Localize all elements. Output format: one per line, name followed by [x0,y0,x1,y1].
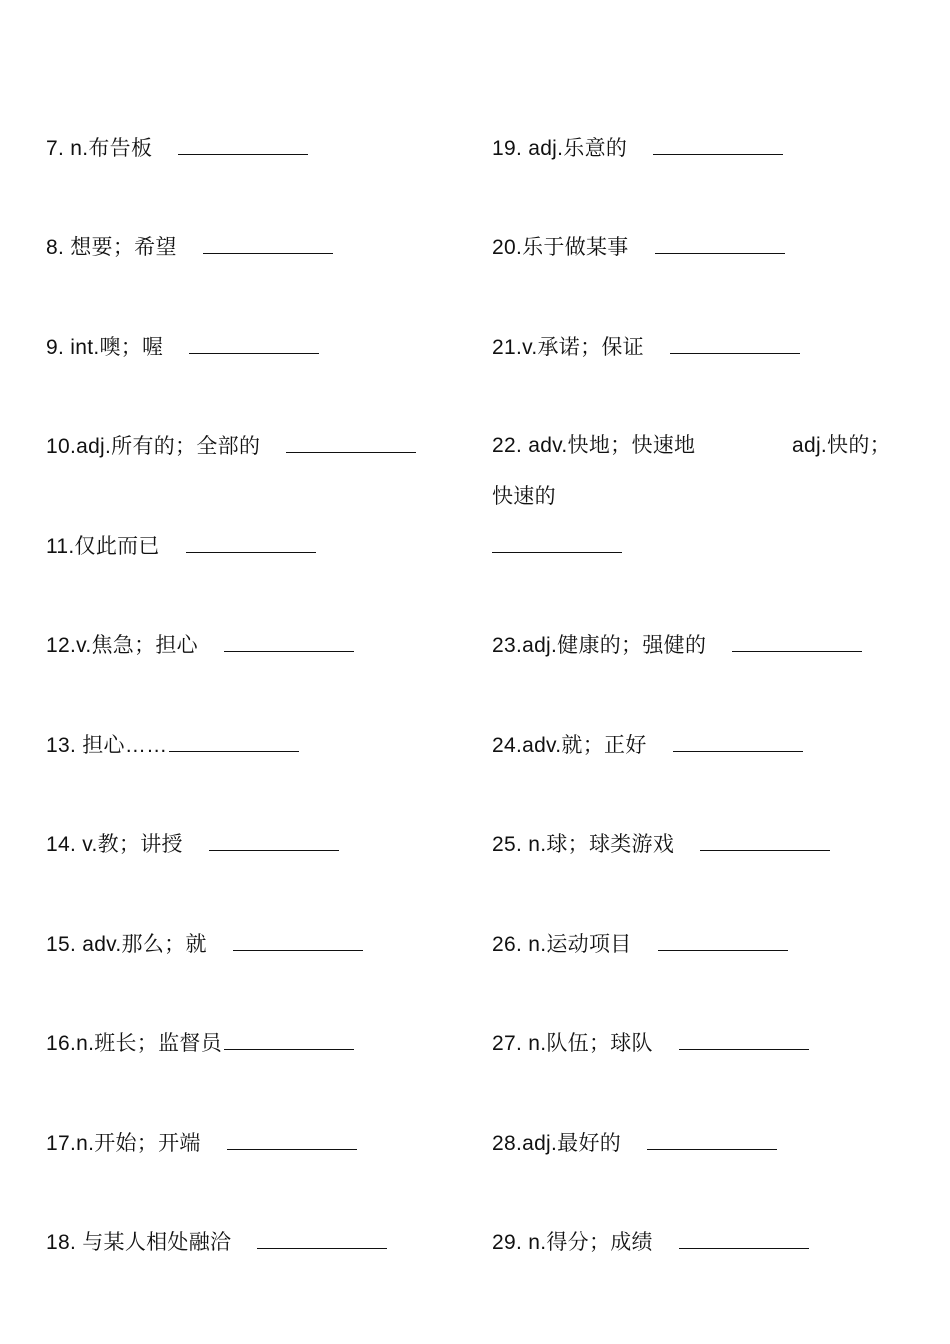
list-item [492,731,803,760]
answer-blank[interactable] [189,333,319,354]
answer-blank[interactable] [169,731,299,752]
list-item [492,432,695,460]
item-label-continuation: 快速的 [492,485,556,508]
answer-blank[interactable] [732,631,862,652]
item-label: 25. n.球；球类游戏 [492,833,675,856]
list-item [46,731,299,760]
answer-blank[interactable] [186,532,316,553]
list-item [492,631,862,660]
list-item [46,631,354,660]
answer-blank[interactable] [224,1029,354,1050]
answer-blank[interactable] [655,233,785,254]
item-label: 12.v.焦急；担心 [46,634,198,657]
answer-blank[interactable] [653,134,783,155]
answer-blank[interactable] [700,830,830,851]
list-item-extra [792,432,891,460]
answer-blank[interactable] [233,930,363,951]
answer-blank[interactable] [227,1129,357,1150]
answer-blank[interactable] [679,1029,809,1050]
answer-blank[interactable] [658,930,788,951]
answer-blank[interactable] [670,333,800,354]
answer-blank[interactable] [286,432,416,453]
answer-blank[interactable] [673,731,803,752]
item-label: 14. v.教；讲授 [46,833,183,856]
item-label: 13. 担心…… [46,734,168,757]
item-label: 9. int.噢；喔 [46,336,164,359]
item-label: 10.adj.所有的；全部的 [46,435,261,458]
item-label: 11.仅此而已 [46,535,160,558]
item-label: 29. n.得分；成绩 [492,1231,653,1254]
list-item [46,830,339,859]
list-item [46,532,316,561]
answer-blank[interactable] [647,1129,777,1150]
list-item [492,1029,809,1058]
item-label: 18. 与某人相处融洽 [46,1231,232,1254]
item-label: 19. adj.乐意的 [492,137,628,160]
item-label: 20.乐于做某事 [492,236,629,259]
list-item [46,1129,357,1158]
item-label: 26. n.运动项目 [492,933,632,956]
answer-blank[interactable] [492,532,622,553]
answer-blank[interactable] [203,233,333,254]
item-label: 21.v.承诺；保证 [492,336,644,359]
list-item [492,333,800,362]
item-label: 28.adj.最好的 [492,1132,622,1155]
list-item [492,233,785,262]
list-item [492,830,830,859]
item-label: 17.n.开始；开端 [46,1132,201,1155]
list-item [492,1129,777,1158]
list-item-blank-row [492,532,622,561]
list-item [46,1029,354,1058]
list-item [46,1228,387,1257]
item-label: 8. 想要；希望 [46,236,177,259]
list-item [46,930,363,959]
answer-blank[interactable] [178,134,308,155]
list-item [46,333,319,362]
list-item [46,134,308,163]
item-label: 23.adj.健康的；强健的 [492,634,707,657]
answer-blank[interactable] [209,830,339,851]
list-item [492,1228,809,1257]
list-item [46,233,333,262]
list-item [492,134,783,163]
item-label: 27. n.队伍；球队 [492,1032,653,1055]
answer-blank[interactable] [224,631,354,652]
item-label: 22. adv.快地；快速地 [492,434,696,457]
item-label: 24.adv.就；正好 [492,734,647,757]
list-item [492,930,788,959]
list-item-continuation [492,483,556,511]
list-item [46,432,416,461]
item-label: 15. adv.那么；就 [46,933,207,956]
answer-blank[interactable] [257,1228,387,1249]
item-label: 16.n.班长；监督员 [46,1032,223,1055]
item-label-extra: adj.快的； [792,434,891,457]
item-label: 7. n.布告板 [46,137,153,160]
answer-blank[interactable] [679,1228,809,1249]
